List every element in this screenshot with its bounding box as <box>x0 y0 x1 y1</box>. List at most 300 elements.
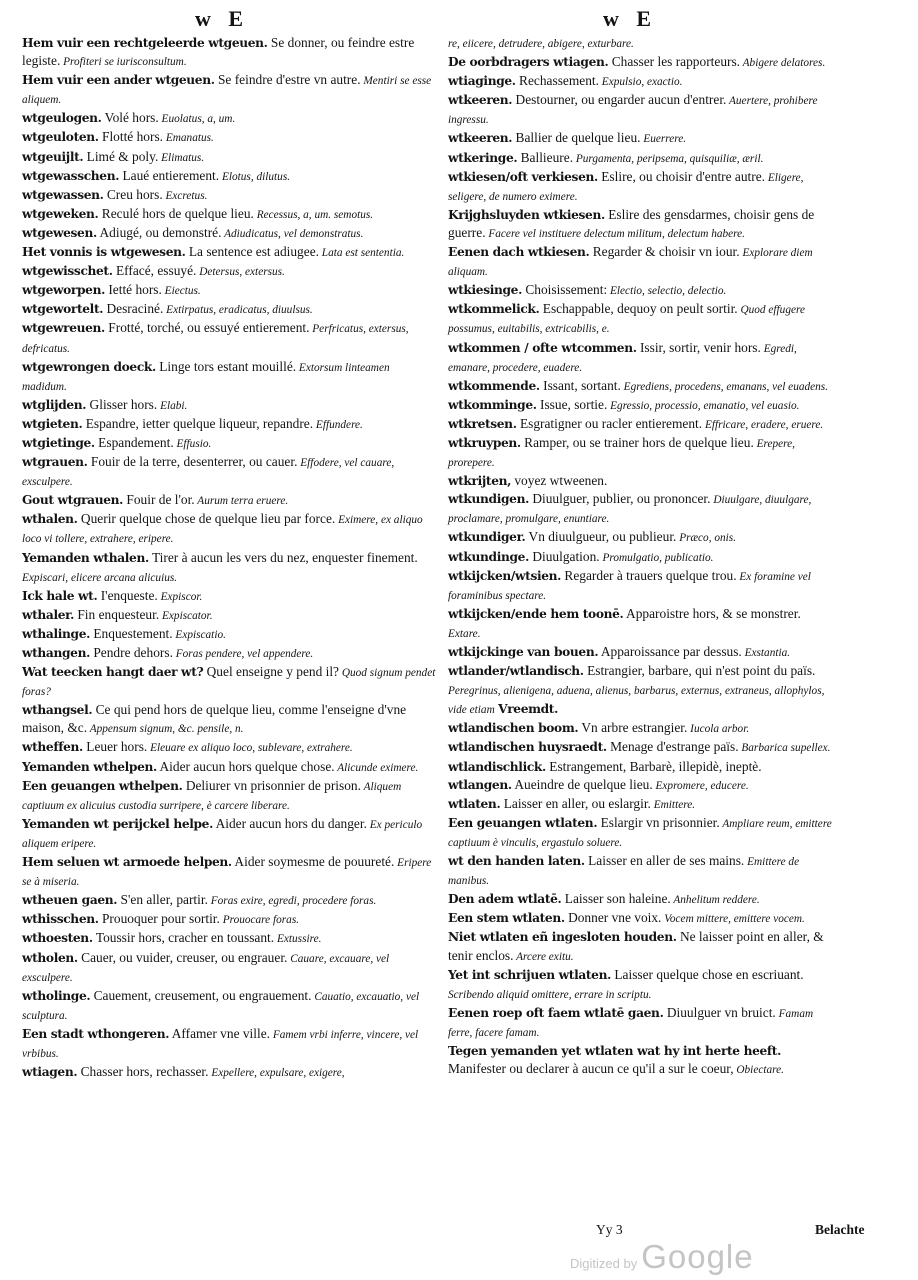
french-gloss: Glisser hors. <box>86 396 158 412</box>
dictionary-entry <box>22 415 437 434</box>
dictionary-entry <box>448 776 832 795</box>
latin-gloss: Perfricatus, extersus, defricatus. <box>22 323 409 355</box>
headword: wtgietinge. <box>22 435 95 450</box>
headword: Yemanden wt perijckel helpe. <box>22 816 213 831</box>
dictionary-entry <box>448 281 832 300</box>
latin-gloss: Detersus, extersus. <box>196 266 285 279</box>
dictionary-entry <box>448 852 832 890</box>
french-gloss: Regarder à trauers quelque trou. <box>561 567 737 583</box>
french-gloss: Prouoquer pour sortir. <box>98 911 220 927</box>
french-gloss: Laisser en aller, ou eslargir. <box>500 795 651 811</box>
latin-gloss: Cauatio, excauatio, vel sculptura. <box>22 990 420 1022</box>
latin-gloss: Eiectus. <box>161 285 201 298</box>
headword: wtkijckinge van bouen. <box>448 645 599 659</box>
dictionary-entry <box>22 186 437 205</box>
headword: wtlander/wtlandisch. <box>448 664 584 679</box>
french-gloss: Flotté hors. <box>98 129 164 145</box>
dictionary-entry <box>448 415 832 434</box>
dictionary-entry <box>448 1004 832 1042</box>
headword: Ick hale wt. <box>22 588 98 603</box>
french-gloss: Laisser son haleine. <box>561 891 671 907</box>
dictionary-entry <box>22 644 437 663</box>
dictionary-entry <box>22 891 437 910</box>
latin-gloss: Anhelitum reddere. <box>670 894 760 907</box>
headword: Gout wtgrauen. <box>22 493 124 508</box>
headword: wthalen. <box>22 512 78 527</box>
latin-gloss: Appensum signum, &c. pensile, n. <box>87 723 244 736</box>
latin-gloss: Euolatus, a, um. <box>158 113 236 126</box>
dictionary-entry <box>448 149 832 168</box>
dictionary-entry <box>22 701 437 738</box>
dictionary-entry <box>448 396 832 415</box>
headword: wtkijcken/ende hem toonē. <box>448 606 624 621</box>
dictionary-entry <box>448 890 832 909</box>
french-gloss: Ce qui pend hors de quelque lieu, comme l'enseigne d'vne maison, &c. <box>22 702 407 736</box>
latin-gloss: Excretus. <box>162 189 208 202</box>
latin-gloss: Diuulgare, diuulgare, proclamare, promulgare, enuntiare. <box>448 494 812 526</box>
french-gloss: Cauer, ou vuider, creuser, ou engrauer. <box>77 949 288 965</box>
latin-gloss: Emittere. <box>650 798 696 811</box>
latin-gloss: Abigere delatores. <box>740 57 826 70</box>
french-gloss: Esgratigner ou racler entierement. <box>516 415 703 431</box>
dictionary-entry <box>22 758 437 777</box>
french-gloss: Linge tors estant mouillé. <box>155 358 297 374</box>
french-gloss: Enquestement. <box>90 625 173 641</box>
latin-gloss: Euerrere. <box>640 133 687 146</box>
dictionary-entry <box>22 491 437 510</box>
french-gloss: Aider aucun hors du danger. <box>212 815 367 831</box>
latin-gloss: Barbarica supellex. <box>738 742 831 755</box>
headword: Een geuangen wthelpen. <box>22 778 183 793</box>
dictionary-entry <box>22 396 437 415</box>
french-gloss: Frotté, torché, ou essuyé entierement. <box>104 320 310 336</box>
headword: Yemanden wthelpen. <box>22 759 157 774</box>
latin-gloss: Electio, selectio, delectio. <box>607 285 727 298</box>
french-gloss: Reculé hors de quelque lieu. <box>98 205 254 221</box>
headword: Yet int schrijuen wtlaten. <box>448 967 611 982</box>
dictionary-entry <box>22 205 437 224</box>
headword: wtkijcken/wtsien. <box>448 568 562 583</box>
french-gloss: Manifester ou declarer à aucun ce qu'il a sur le coeur, <box>448 1061 734 1077</box>
dictionary-entry <box>448 605 832 643</box>
dictionary-entry <box>22 358 437 396</box>
dictionary-entry <box>22 71 437 109</box>
headword: wtgeuijlt. <box>22 149 84 164</box>
latin-gloss: Effusio. <box>173 437 212 450</box>
latin-gloss: Egressio, processio, emanatio, vel euasio. <box>607 399 800 412</box>
running-header-left: w E <box>195 6 250 31</box>
latin-gloss: Elabi. <box>157 399 188 412</box>
headword: wtgeulogen. <box>22 111 102 126</box>
headword: wthangen. <box>22 646 90 660</box>
headword: Een stem wtlaten. <box>448 911 565 926</box>
latin-gloss: Alicunde eximere. <box>334 761 419 774</box>
french-gloss: Vn arbre estrangier. <box>578 720 688 736</box>
headword: wtkomminge. <box>448 397 537 412</box>
french-gloss: Ballier de quelque lieu. <box>512 130 641 146</box>
french-gloss: Leuer hors. <box>82 739 148 755</box>
french-gloss: Volé hors. <box>101 110 159 126</box>
french-gloss: Menage d'estrange païs. <box>606 739 739 755</box>
headword: wt den handen laten. <box>448 854 585 869</box>
french-gloss: Choisissement: <box>521 282 608 298</box>
latin-gloss: Eripere se à miseria. <box>22 857 432 889</box>
catchword: Belachte <box>815 1222 865 1237</box>
dictionary-entry <box>448 928 832 965</box>
headword: wtkeringe. <box>448 150 518 165</box>
latin-gloss: Scribendo aliquid omittere, errare in scriptu. <box>448 988 652 1001</box>
latin-gloss: Quod effugere possumus, euitabilis, extricabilis, e. <box>448 304 805 336</box>
french-gloss: Laisser en aller de ses mains. <box>584 853 745 869</box>
french-gloss: Cauement, creusement, ou engrauement. <box>90 987 312 1003</box>
latin-gloss: Expiscator. <box>159 609 213 622</box>
latin-gloss: Ex foramine vel foraminibus spectare. <box>448 570 811 602</box>
headword: wtkundinge. <box>448 549 529 564</box>
dictionary-entry <box>448 53 832 72</box>
dictionary-entry <box>448 719 832 738</box>
headword: wtlandischen huysraedt. <box>448 740 607 755</box>
headword: wthisschen. <box>22 912 99 927</box>
headword: wtgewisschet. <box>22 264 113 279</box>
dictionary-entry <box>22 815 437 853</box>
french-gloss: Toussir hors, cracher en toussant. <box>92 930 275 946</box>
dictionary-entry <box>22 300 437 319</box>
latin-gloss: Facere vel instituere delectum militum, delectum habere. <box>485 227 745 240</box>
headword: wtkommen / ofte wtcommen. <box>448 340 637 355</box>
dictionary-entry <box>448 814 832 852</box>
headword: wtgieten. <box>22 416 83 431</box>
headword: Wat teecken hangt daer wt? <box>22 665 204 680</box>
french-gloss: Quel enseigne y pend il? <box>203 664 340 680</box>
dictionary-entry <box>448 243 832 281</box>
latin-gloss: Erepere, prorepere. <box>448 437 795 470</box>
headword: Eenen roep oft faem wtlatē gaen. <box>448 1005 664 1020</box>
latin-gloss: Peregrinus, alienigena, aduena, alienus, barbarus, externus, extraneus, allophylos, vide etiam <box>448 685 825 717</box>
french-gloss: voyez wtweenen. <box>511 473 608 489</box>
latin-gloss: Prouocare foras. <box>219 914 300 927</box>
headword: wtkrijten, <box>448 474 512 489</box>
dictionary-entry <box>22 453 437 491</box>
dictionary-entry <box>22 738 437 757</box>
dictionary-entry <box>22 243 437 262</box>
latin-gloss: Profiteri se iurisconsultum. <box>60 56 187 69</box>
headword: wtkiesinge. <box>448 283 522 298</box>
latin-gloss: Ampliare reum, emittere captiuum è vinculis, ergastulo soluere. <box>448 817 832 849</box>
headword: wtgrauen. <box>22 455 88 470</box>
french-gloss: Eslire, ou choisir d'entre autre. <box>597 168 766 184</box>
cross-reference: Vreemdt. <box>498 702 558 717</box>
latin-gloss: Expiscatio. <box>172 628 226 641</box>
latin-gloss: Emanatus. <box>163 132 214 145</box>
headword: wtlaten. <box>448 796 501 811</box>
latin-gloss: Eligere, seligere, de numero eximere. <box>448 171 804 203</box>
latin-gloss: Cauare, excauare, vel exsculpere. <box>22 952 390 984</box>
dictionary-entry <box>22 549 437 587</box>
dictionary-entry <box>22 434 437 453</box>
headword: wtgewrongen doeck. <box>22 359 156 374</box>
latin-gloss: Effricare, eradere, eruere. <box>702 418 824 431</box>
dictionary-entry <box>22 910 437 929</box>
dictionary-entry <box>22 987 437 1025</box>
headword: wtkeeren. <box>448 93 513 108</box>
latin-gloss: Foras exire, egredi, procedere foras. <box>207 895 377 908</box>
headword: wtiagen. <box>22 1065 78 1080</box>
french-gloss: I'enqueste. <box>97 587 158 603</box>
headword: Een geuangen wtlaten. <box>448 815 598 830</box>
dictionary-entry <box>448 129 832 148</box>
french-gloss: Chasser les rapporteurs. <box>608 54 741 70</box>
headword: wtgewasschen. <box>22 168 120 183</box>
latin-gloss: Famam ferre, facere famam. <box>448 1007 814 1039</box>
dictionary-entry <box>448 377 832 396</box>
right-column <box>448 34 832 1079</box>
latin-gloss: Elimatus. <box>158 151 205 164</box>
dictionary-entry <box>448 548 832 567</box>
headword: wtkundiger. <box>448 530 526 545</box>
headword: wtkretsen. <box>448 416 517 431</box>
latin-gloss: Obiectare. <box>733 1064 784 1077</box>
latin-gloss: Extorsum linteamen madidum. <box>22 361 390 393</box>
headword: wtiaginge. <box>448 74 516 89</box>
dictionary-entry <box>22 1025 437 1063</box>
dictionary-entry <box>22 109 437 128</box>
french-gloss: Ne laisser point en aller, & tenir enclos. <box>448 929 824 963</box>
latin-gloss: Expiscor. <box>157 590 203 603</box>
dictionary-entry <box>22 148 437 167</box>
french-gloss: Rechassement. <box>515 73 599 89</box>
latin-gloss: Effodere, vel cauare, exsculpere. <box>22 457 395 489</box>
french-gloss: Creu hors. <box>103 186 163 202</box>
french-gloss: Effacé, essuyé. <box>112 263 197 279</box>
dictionary-entry <box>22 929 437 948</box>
dictionary-entry <box>448 567 832 605</box>
headword: wtgeweken. <box>22 206 99 221</box>
dictionary-entry <box>22 1063 437 1082</box>
dictionary-entry <box>22 128 437 147</box>
french-gloss: La sentence est adiugee. <box>185 244 319 260</box>
dictionary-entry <box>448 528 832 547</box>
dictionary-entry <box>22 949 437 987</box>
headword: wtholinge. <box>22 988 91 1003</box>
latin-gloss: Extirpatus, eradicatus, diuulsus. <box>163 304 313 317</box>
latin-gloss: Expiscari, elicere arcana alicuius. <box>22 571 178 584</box>
french-gloss: Fouir de la terre, desenterrer, ou cauer. <box>87 454 298 470</box>
french-gloss: Estrangier, barbare, qui n'est point du païs. <box>583 663 816 679</box>
dictionary-entry <box>22 625 437 644</box>
headword: Krijghsluyden wtkiesen. <box>448 207 605 222</box>
headword: wtkommelick. <box>448 302 540 317</box>
french-gloss: Vn diuulgueur, ou publieur. <box>525 529 677 545</box>
latin-gloss: Præco, onis. <box>676 532 737 545</box>
headword: wtkommende. <box>448 378 540 393</box>
headword: Hem seluen wt armoede helpen. <box>22 855 232 870</box>
latin-gloss: Promulgatio, publicatio. <box>599 551 714 564</box>
french-gloss: Issant, sortant. <box>539 377 621 393</box>
latin-gloss: Eximere, ex aliquo loco vi tollere, extrahere, eripere. <box>22 514 423 546</box>
french-gloss: Ietté hors. <box>104 282 162 298</box>
french-gloss: Regarder & choisir vn iour. <box>589 244 740 260</box>
french-gloss: Aider aucun hors quelque chose. <box>156 758 335 774</box>
latin-gloss: Lata est sententia. <box>318 247 405 260</box>
french-gloss: Aueindre de quelque lieu. <box>511 776 653 792</box>
french-gloss: Affamer vne ville. <box>169 1025 271 1041</box>
headword: wtgewesen. <box>22 225 97 240</box>
french-gloss: Destourner, ou engarder aucun d'entrer. <box>512 92 727 108</box>
french-gloss: Diuulguer vn bruict. <box>663 1004 776 1020</box>
french-gloss: Tirer à aucun les vers du nez, enquester finement. <box>148 549 418 565</box>
headword: wtheuen gaen. <box>22 893 118 908</box>
headword: wtkruypen. <box>448 435 521 450</box>
headword: Hem vuir een rechtgeleerde wtgeuen. <box>22 36 268 50</box>
headword: wthalinge. <box>22 626 91 641</box>
latin-gloss: Eleuare ex aliquo loco, sublevare, extrahere. <box>147 742 353 755</box>
latin-gloss: Vocem mittere, emittere vocem. <box>661 913 805 926</box>
headword: wtgewreuen. <box>22 321 105 336</box>
latin-gloss: Egrediens, procedens, emanans, vel euadens. <box>620 380 829 393</box>
dictionary-entry <box>448 300 832 338</box>
headword: wthoesten. <box>22 931 93 946</box>
french-gloss: Se donner, ou feindre estre legiste. <box>22 35 415 69</box>
latin-gloss: Purgamenta, peripsema, quisquiliæ, æril. <box>573 152 764 165</box>
dictionary-entry <box>448 339 832 377</box>
watermark-prefix: Digitized by <box>570 1256 638 1271</box>
headword: wtkiesen/oft verkiesen. <box>448 169 598 184</box>
french-gloss: S'en aller, partir. <box>117 892 208 908</box>
dictionary-entry <box>22 606 437 625</box>
french-gloss: Desraciné. <box>103 301 164 317</box>
headword: wtlandischen boom. <box>448 721 579 736</box>
dictionary-entry <box>448 758 832 776</box>
headword: Het vonnis is wtgewesen. <box>22 245 186 260</box>
signature-mark: Yy 3 <box>596 1222 623 1237</box>
french-gloss: Querir quelque chose de quelque lieu par force. <box>77 511 336 527</box>
headword: wtkeeren. <box>448 131 513 146</box>
french-gloss: Chasser hors, rechasser. <box>77 1064 209 1080</box>
headword: wtgeuloten. <box>22 130 99 145</box>
french-gloss: Issue, sortie. <box>536 396 608 412</box>
headword: Eenen dach wtkiesen. <box>448 245 590 260</box>
dictionary-entry <box>448 206 832 243</box>
dictionary-entry <box>22 663 437 701</box>
latin-gloss: Recessus, a, um. semotus. <box>253 208 374 221</box>
french-gloss: Eslire des gensdarmes, choisir gens de guerre. <box>448 206 815 240</box>
latin-gloss: Quod signum pendet foras? <box>22 667 436 699</box>
french-gloss: Fouir de l'or. <box>123 492 195 508</box>
headword: Yemanden wthalen. <box>22 550 149 565</box>
latin-gloss: Famem vrbi inferre, vincere, vel vrbibus. <box>22 1028 419 1060</box>
latin-gloss: Extussire. <box>274 933 322 946</box>
dictionary-entry <box>448 738 832 757</box>
dictionary-entry <box>448 1042 832 1079</box>
headword: Den adem wtlatē. <box>448 892 562 907</box>
dictionary-entry <box>448 909 832 928</box>
latin-gloss: Foras pendere, vel appendere. <box>172 648 314 660</box>
dictionary-entry <box>22 587 437 606</box>
french-gloss: Issir, sortir, venir hors. <box>636 339 761 355</box>
french-gloss: Aider soymesme de pouureté. <box>231 854 395 870</box>
latin-gloss: Explorare diem aliquam. <box>448 247 813 279</box>
latin-gloss: Exstantia. <box>741 647 791 659</box>
google-logo: Google <box>641 1238 754 1275</box>
dictionary-entry <box>22 319 437 357</box>
headword: wthaler. <box>22 607 75 622</box>
dictionary-entry <box>22 853 437 891</box>
latin-gloss: Effundere. <box>313 418 363 431</box>
headword: wtgeworpen. <box>22 283 105 298</box>
headword: Een stadt wthongeren. <box>22 1026 170 1041</box>
french-gloss: Apparoissance par dessus. <box>598 644 742 659</box>
french-gloss: Laué entierement. <box>119 167 220 183</box>
dictionary-entry <box>22 510 437 548</box>
french-gloss: Eslargir vn prisonnier. <box>597 814 720 830</box>
dictionary-entry <box>448 662 832 719</box>
dictionary-entry <box>448 643 832 662</box>
latin-gloss: Aurum terra eruere. <box>194 495 289 508</box>
latin-gloss: Expromere, educere. <box>652 779 749 792</box>
headword: Hem vuir een ander wtgeuen. <box>22 73 215 88</box>
latin-gloss: Expulsio, exactio. <box>598 76 683 89</box>
digitized-watermark <box>570 1238 754 1276</box>
dictionary-entry <box>448 490 832 528</box>
french-gloss: Espandre, ietter quelque liqueur, repandre. <box>82 415 314 431</box>
french-gloss: Espandement. <box>94 434 174 450</box>
french-gloss: Diuulgation. <box>528 548 600 564</box>
dictionary-entry <box>22 167 437 186</box>
headword: wthangsel. <box>22 703 93 718</box>
french-gloss: Fin enquesteur. <box>74 606 160 622</box>
left-column <box>22 34 437 1082</box>
dictionary-entry <box>22 281 437 300</box>
french-gloss: Ballieure. <box>517 149 574 165</box>
french-gloss: Laisser quelque chose en escriuant. <box>611 966 804 982</box>
headword: wtgewassen. <box>22 187 104 202</box>
french-gloss: Estrangement, Barbarè, illepidè, ineptè. <box>545 758 762 774</box>
headword: De oorbdragers wtiagen. <box>448 55 609 70</box>
french-gloss: Pendre dehors. <box>89 645 173 660</box>
headword: wtheffen. <box>22 740 83 755</box>
latin-gloss: Mentiri se esse aliquem. <box>22 75 432 107</box>
latin-gloss: Aliquem captiuum ex alicuius custodia surripere, è carcere liberare. <box>22 780 402 812</box>
french-gloss: Limé & poly. <box>83 148 159 164</box>
latin-gloss: Expellere, expulsare, exigere, <box>208 1067 345 1080</box>
headword: wtlandischlick. <box>448 759 546 774</box>
dictionary-entry <box>22 777 437 815</box>
french-gloss: Adiugé, ou demonstré. <box>96 224 222 240</box>
dictionary-entry <box>448 795 832 814</box>
french-gloss: Diuulguer, publier, ou prononcer. <box>528 491 711 507</box>
headword: wtgewortelt. <box>22 302 104 317</box>
dictionary-entry <box>448 434 832 472</box>
french-gloss: Donner vne voix. <box>564 910 662 926</box>
dictionary-entry <box>448 91 832 129</box>
latin-gloss: Emittere de manibus. <box>448 856 800 888</box>
dictionary-entry <box>22 262 437 281</box>
headword: wtholen. <box>22 950 78 965</box>
dictionary-entry <box>448 34 832 53</box>
latin-gloss: Arcere exitu. <box>513 950 574 963</box>
latin-gloss: Egredi, emanare, procedere, euadere. <box>448 342 797 374</box>
french-gloss: Apparoistre hors, & se monstrer. <box>623 605 801 621</box>
latin-gloss: Adiudicatus, vel demonstratus. <box>221 227 364 240</box>
dictionary-entry <box>448 966 832 1004</box>
latin-gloss: re, eiicere, detrudere, abigere, exturbare. <box>448 38 634 50</box>
latin-gloss: Iucola arbor. <box>687 723 750 736</box>
french-gloss: Ramper, ou se trainer hors de quelque lieu. <box>520 434 754 450</box>
running-header-right: w E <box>603 6 658 31</box>
french-gloss: Se feindre d'estre vn autre. <box>214 72 361 88</box>
latin-gloss: Ex periculo aliquem eripere. <box>22 818 423 850</box>
dictionary-entry <box>448 168 832 206</box>
